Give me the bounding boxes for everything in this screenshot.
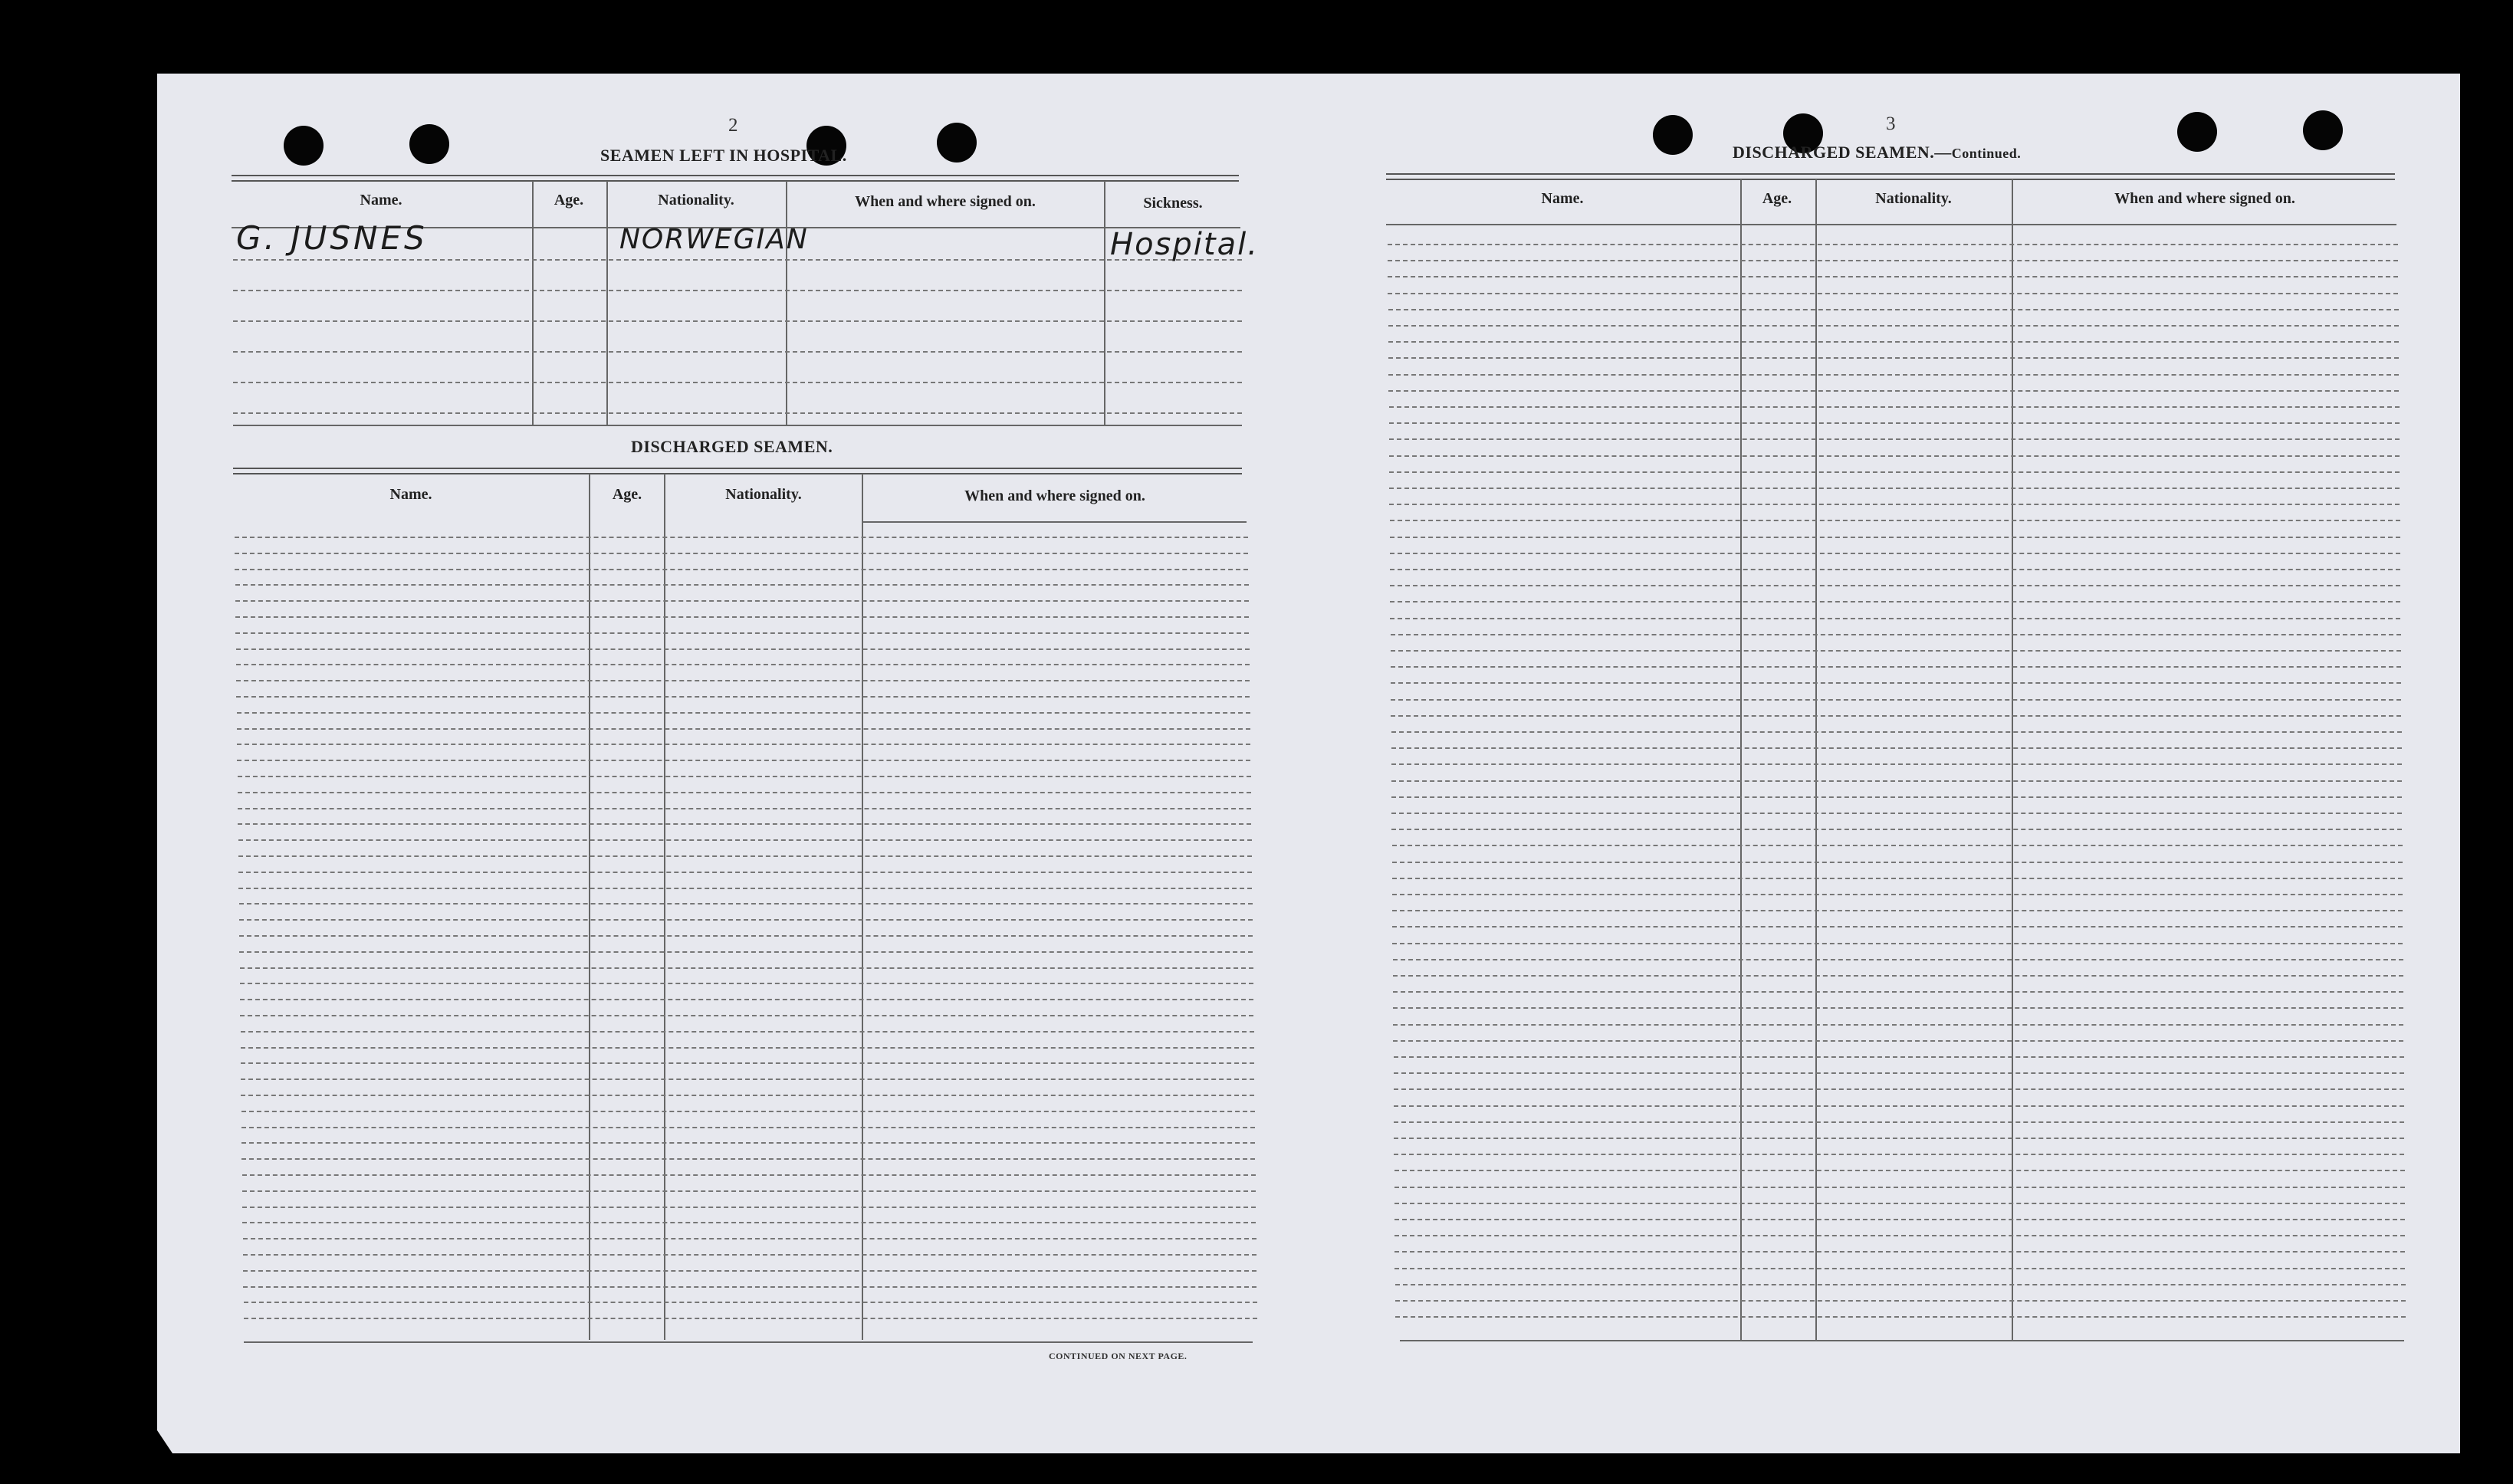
row-line bbox=[1388, 374, 2399, 376]
row-line bbox=[233, 382, 1242, 383]
row-line bbox=[238, 888, 1252, 889]
row-line bbox=[1388, 357, 2399, 359]
row-line bbox=[233, 320, 1242, 322]
row-line bbox=[243, 1270, 1256, 1272]
row-line bbox=[240, 999, 1253, 1000]
row-line bbox=[233, 259, 1242, 261]
continued-note: CONTINUED ON NEXT PAGE. bbox=[1049, 1351, 1188, 1361]
row-line bbox=[1392, 943, 2403, 944]
row-line bbox=[241, 1142, 1255, 1144]
punch-hole bbox=[1653, 115, 1693, 155]
row-line bbox=[238, 808, 1251, 809]
row-line bbox=[241, 1079, 1254, 1080]
col-divider bbox=[589, 474, 590, 1340]
row-line bbox=[237, 728, 1250, 730]
row-line bbox=[238, 855, 1252, 857]
row-line bbox=[1390, 520, 2400, 521]
col-divider bbox=[862, 474, 863, 1340]
row-line bbox=[1389, 471, 2400, 473]
row-line bbox=[1394, 1203, 2405, 1204]
row-line bbox=[1394, 1105, 2404, 1107]
row-line bbox=[235, 584, 1249, 586]
continued-title-suffix: Continued. bbox=[1951, 146, 2022, 161]
row-line bbox=[1392, 862, 2403, 863]
row-line bbox=[1390, 585, 2400, 586]
row-line bbox=[237, 744, 1250, 745]
continued-title-main: DISCHARGED SEAMEN.— bbox=[1733, 143, 1952, 162]
row-line bbox=[240, 983, 1253, 984]
row-line bbox=[238, 839, 1252, 841]
col-header-signed-on: When and where signed on. bbox=[964, 488, 1145, 504]
row-line bbox=[237, 712, 1250, 714]
col-header-age: Age. bbox=[554, 192, 584, 208]
row-line bbox=[1393, 1024, 2403, 1026]
row-line bbox=[235, 632, 1249, 634]
col-divider bbox=[1104, 181, 1105, 425]
row-line bbox=[241, 1158, 1255, 1160]
row-line bbox=[1391, 829, 2402, 830]
row-line bbox=[1393, 1007, 2403, 1009]
row-line bbox=[242, 1190, 1256, 1192]
row-line bbox=[233, 351, 1242, 353]
row-line bbox=[1389, 488, 2400, 489]
col-header-name: Name. bbox=[1541, 190, 1584, 207]
title-rule bbox=[1386, 173, 2395, 180]
row-line bbox=[239, 903, 1253, 905]
row-line bbox=[1393, 991, 2403, 993]
row-line bbox=[1389, 438, 2400, 440]
page-number: 2 bbox=[728, 115, 738, 136]
row-line bbox=[1394, 1121, 2404, 1123]
col-divider bbox=[532, 181, 534, 425]
page-number: 3 bbox=[1886, 113, 1896, 134]
header-rule bbox=[1386, 224, 2396, 225]
row-line bbox=[239, 951, 1253, 953]
row-line bbox=[238, 823, 1251, 825]
row-line bbox=[1392, 926, 2403, 927]
row-line bbox=[1391, 747, 2402, 749]
seaman-nationality: NORWEGIAN bbox=[619, 224, 809, 255]
row-line bbox=[1394, 1088, 2404, 1090]
row-line bbox=[1390, 618, 2400, 619]
title-rule bbox=[233, 468, 1242, 474]
row-line bbox=[1391, 731, 2402, 733]
row-line bbox=[1388, 341, 2399, 343]
col-header-name: Name. bbox=[360, 192, 402, 208]
row-line bbox=[1392, 894, 2403, 895]
seaman-sickness: Hospital. bbox=[1110, 227, 1259, 262]
row-line bbox=[233, 412, 1242, 414]
row-line bbox=[244, 1318, 1257, 1319]
row-line bbox=[1388, 244, 2398, 245]
row-line bbox=[238, 792, 1251, 793]
row-line bbox=[1394, 1235, 2405, 1236]
punch-hole bbox=[937, 123, 977, 163]
row-line bbox=[242, 1207, 1256, 1208]
row-line bbox=[244, 1302, 1257, 1303]
col-header-name: Name. bbox=[389, 486, 432, 503]
row-line bbox=[1394, 1056, 2404, 1058]
row-line bbox=[1393, 975, 2403, 977]
row-line bbox=[238, 872, 1252, 873]
header-rule bbox=[863, 521, 1247, 523]
row-line bbox=[1388, 276, 2398, 277]
row-line bbox=[1394, 1138, 2404, 1139]
row-line bbox=[240, 967, 1253, 969]
row-line bbox=[236, 696, 1250, 698]
row-line bbox=[1394, 1251, 2405, 1253]
col-divider bbox=[664, 474, 665, 1340]
row-line bbox=[1394, 1187, 2405, 1188]
row-line bbox=[240, 1015, 1253, 1016]
row-line bbox=[1389, 406, 2400, 408]
row-line bbox=[239, 919, 1253, 921]
row-line bbox=[1391, 763, 2402, 765]
row-line bbox=[236, 648, 1250, 650]
row-line bbox=[239, 935, 1253, 937]
row-line bbox=[1390, 569, 2400, 570]
row-line bbox=[1393, 1040, 2403, 1042]
row-line bbox=[1393, 959, 2403, 960]
row-line bbox=[1391, 666, 2401, 668]
col-header-nationality: Nationality. bbox=[1875, 190, 1952, 207]
row-line bbox=[241, 1062, 1254, 1064]
row-line bbox=[241, 1127, 1255, 1128]
col-header-nationality: Nationality. bbox=[725, 486, 802, 503]
seaman-name: G. JUSNES bbox=[236, 219, 428, 257]
row-line bbox=[1389, 504, 2400, 505]
row-line bbox=[236, 664, 1250, 665]
row-line bbox=[1394, 1219, 2405, 1220]
row-line bbox=[1394, 1170, 2405, 1171]
col-divider bbox=[1740, 179, 1742, 1341]
row-line bbox=[1389, 455, 2400, 457]
row-line bbox=[1389, 422, 2400, 424]
row-line bbox=[1391, 796, 2402, 798]
row-line bbox=[243, 1238, 1256, 1239]
col-divider bbox=[1815, 179, 1817, 1341]
row-line bbox=[1390, 601, 2400, 602]
continued-title bbox=[1733, 143, 2021, 163]
punch-hole bbox=[2177, 112, 2217, 152]
hospital-title: SEAMEN LEFT IN HOSPITAL. bbox=[600, 146, 847, 165]
row-line bbox=[1388, 325, 2399, 327]
discharged-title: DISCHARGED SEAMEN. bbox=[631, 437, 833, 456]
table-bottom-rule bbox=[233, 425, 1242, 426]
row-line bbox=[1394, 1154, 2404, 1155]
row-line bbox=[233, 290, 1242, 291]
row-line bbox=[1391, 715, 2401, 717]
row-line bbox=[235, 569, 1248, 570]
row-line bbox=[1395, 1316, 2406, 1318]
row-line bbox=[241, 1111, 1255, 1112]
row-line bbox=[1394, 1072, 2404, 1074]
row-line bbox=[1390, 537, 2400, 538]
row-line bbox=[1388, 309, 2399, 310]
row-line bbox=[242, 1222, 1256, 1223]
row-line bbox=[242, 1174, 1256, 1176]
row-line bbox=[236, 680, 1250, 681]
col-header-age: Age. bbox=[612, 486, 642, 503]
row-line bbox=[241, 1031, 1254, 1033]
row-line bbox=[1391, 634, 2401, 635]
row-line bbox=[238, 776, 1251, 777]
row-line bbox=[243, 1254, 1256, 1256]
row-line bbox=[1392, 845, 2403, 846]
row-line bbox=[1391, 650, 2401, 652]
col-divider bbox=[2012, 179, 2013, 1341]
title-rule bbox=[232, 175, 1239, 182]
row-line bbox=[237, 760, 1250, 761]
row-line bbox=[1391, 682, 2401, 684]
row-line bbox=[235, 537, 1248, 538]
row-line bbox=[1395, 1300, 2406, 1302]
row-line bbox=[1395, 1284, 2406, 1285]
row-line bbox=[1388, 293, 2398, 294]
row-line bbox=[241, 1047, 1254, 1049]
row-line bbox=[1388, 390, 2399, 392]
row-line bbox=[1392, 878, 2403, 879]
col-header-sickness: Sickness. bbox=[1143, 195, 1203, 212]
row-line bbox=[1391, 699, 2401, 701]
col-divider bbox=[786, 181, 787, 425]
punch-hole bbox=[2303, 110, 2343, 150]
table-bottom-rule bbox=[1400, 1340, 2404, 1341]
col-header-signed-on: When and where signed on. bbox=[855, 193, 1036, 210]
row-line bbox=[235, 600, 1249, 602]
row-line bbox=[1390, 553, 2400, 554]
col-header-nationality: Nationality. bbox=[658, 192, 734, 208]
row-line bbox=[235, 616, 1249, 618]
punch-hole bbox=[284, 126, 324, 166]
col-header-signed-on: When and where signed on. bbox=[2114, 190, 2295, 207]
row-line bbox=[1388, 260, 2398, 261]
row-line bbox=[1392, 910, 2403, 911]
row-line bbox=[1391, 813, 2402, 814]
row-line bbox=[235, 553, 1248, 554]
punch-hole bbox=[409, 124, 449, 164]
table-bottom-rule bbox=[244, 1341, 1253, 1343]
col-divider bbox=[606, 181, 608, 425]
row-line bbox=[1394, 1268, 2405, 1269]
col-header-age: Age. bbox=[1762, 190, 1792, 207]
row-line bbox=[241, 1095, 1254, 1096]
row-line bbox=[243, 1286, 1256, 1288]
row-line bbox=[1391, 780, 2402, 782]
